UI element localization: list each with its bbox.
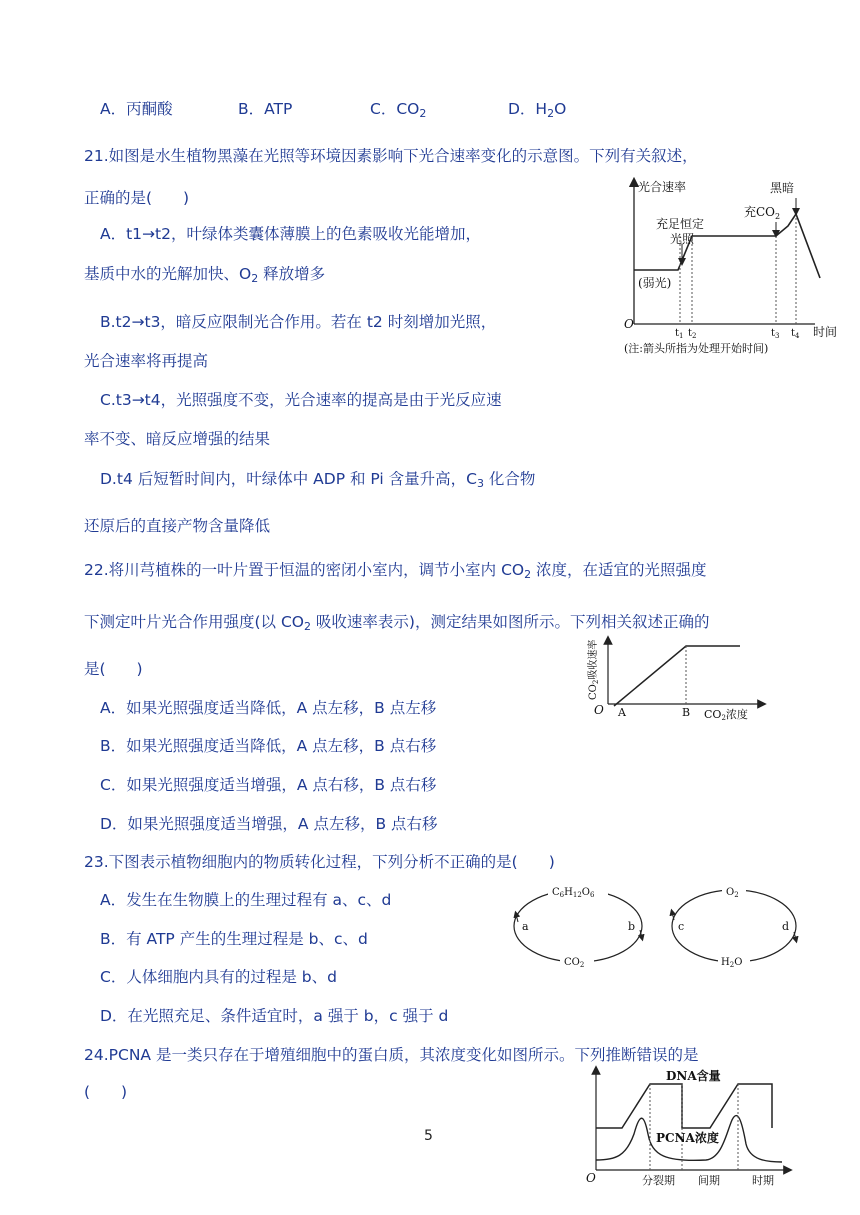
q23-option-b: B．有 ATP 产生的生理过程是 b、c、d xyxy=(100,930,368,948)
q22-x-label: CO2浓度 xyxy=(704,708,748,722)
q24-label-pcna: PCNA浓度 xyxy=(656,1131,719,1145)
page-number: 5 xyxy=(424,1128,433,1144)
q21-origin: O xyxy=(624,317,634,331)
q23-glucose: $C_6H_{12}O_6$ xyxy=(552,887,595,899)
q20-option-c: C．$CO_2$ xyxy=(370,100,427,120)
q23-cycle-right xyxy=(672,890,796,962)
q21-tick-t2: $t_2$ xyxy=(688,328,697,340)
q24-x-label-1: 分裂期 xyxy=(642,1174,675,1187)
q22-option-c: C．如果光照强度适当增强，A 点右移，B 点右移 xyxy=(100,776,437,794)
q21-x-label: 时间 xyxy=(813,325,838,339)
q21-option-d-line1: D.t4 后短暂时间内，叶绿体中 ADP 和 Pi 含量升高，$C_3$ 化合物 xyxy=(100,470,536,490)
q21-tick-t1: $t_1$ xyxy=(675,328,684,340)
q23-o2: $O_2$ xyxy=(726,887,739,899)
q22-point-a: A xyxy=(618,706,626,719)
q21-label-dark: 黑暗 xyxy=(770,181,795,195)
q22-option-a: A．如果光照强度适当降低，A 点左移，B 点左移 xyxy=(100,699,437,717)
q22-option-b: B．如果光照强度适当降低，A 点左移，B 点右移 xyxy=(100,737,437,755)
q22-origin: O xyxy=(594,703,604,717)
q23-stem: 23.下图表示植物细胞内的物质转化过程，下列分析不正确的是( ) xyxy=(84,853,555,871)
q21-stem-line1: 21.如图是水生植物黑藻在光照等环境因素影响下光合速率变化的示意图。下列有关叙述， xyxy=(84,147,698,165)
q21-tick-t4: $t_4$ xyxy=(791,328,800,340)
q22-option-d: D．如果光照强度适当增强，A 点左移，B 点右移 xyxy=(100,815,438,833)
q21-option-c-line2: 率不变、暗反应增强的结果 xyxy=(84,430,271,448)
q24-stem-line2: ( ) xyxy=(84,1083,128,1101)
q21-tick-t3: $t_3$ xyxy=(771,328,780,340)
q21-option-a-line1: A．t1→t2，叶绿体类囊体薄膜上的色素吸收光能增加， xyxy=(100,225,481,243)
q23-label-a: a xyxy=(522,920,529,933)
q22-stem-line2: 下测定叶片光合作用强度(以 $CO_2$ 吸收速率表示)，测定结果如图所示。下列相关叙述正确的 xyxy=(84,613,710,633)
q22-point-b: B xyxy=(682,706,691,719)
q24-dna-curve xyxy=(596,1084,772,1128)
q24-stem: 24.PCNA 是一类只存在于增殖细胞中的蛋白质，其浓度变化如图所示。下列推断错误的是 xyxy=(84,1046,699,1064)
q22-figure xyxy=(590,636,770,722)
q23-label-c: c xyxy=(678,920,685,933)
q23-option-d: D．在光照充足、条件适宜时，a 强于 b，c 强于 d xyxy=(100,1007,449,1025)
q23-figure xyxy=(508,876,808,976)
q22-stem-line3: 是( ) xyxy=(84,660,143,678)
q21-option-c-line1: C.t3→t4，光照强度不变，光合速率的提高是由于光反应速 xyxy=(100,391,502,409)
q23-option-a: A．发生在生物膜上的生理过程有 a、c、d xyxy=(100,891,392,909)
q21-label-light-1: 充足恒定 xyxy=(656,217,705,231)
q24-x-label-3: 时期 xyxy=(752,1174,774,1187)
q21-option-a-line2: 基质中水的光解加快、$O_2$ 释放增多 xyxy=(84,265,326,285)
q23-option-c: C．人体细胞内具有的过程是 b、d xyxy=(100,968,337,986)
q23-co2: $CO_2$ xyxy=(564,957,585,969)
q23-cycle-left xyxy=(514,890,642,962)
q21-label-light-2: 光照 xyxy=(670,232,695,246)
q24-origin: O xyxy=(586,1171,596,1185)
q21-stem-line2: 正确的是( ) xyxy=(84,189,190,207)
q23-label-d: d xyxy=(782,920,790,933)
q21-label-weak: (弱光) xyxy=(638,276,672,290)
q21-label-co2: 充$CO_2$ xyxy=(744,205,781,221)
q22-stem-line1: 22.将川芎植株的一叶片置于恒温的密闭小室内，调节小室内 $CO_2$ 浓度，在适宜的光照强度 xyxy=(84,561,707,581)
q21-option-b-line1: B.t2→t3，暗反应限制光合作用。若在 t2 时刻增加光照， xyxy=(100,313,497,331)
q24-figure xyxy=(586,1064,796,1194)
q24-label-dna: DNA含量 xyxy=(666,1069,721,1083)
q20-option-b: B．ATP xyxy=(238,100,293,118)
q20-option-a: A．丙酮酸 xyxy=(100,100,173,118)
q24-x-label-2: 间期 xyxy=(698,1174,720,1187)
q21-option-b-line2: 光合速率将再提高 xyxy=(84,352,209,370)
q22-curve xyxy=(614,646,740,706)
q23-label-b: b xyxy=(628,920,636,933)
q22-y-label: $CO_2$吸收速率 xyxy=(588,639,600,700)
q23-h2o: $H_2O$ xyxy=(721,957,743,969)
q20-option-d: D．$H_2O$ xyxy=(508,100,567,120)
q21-option-d-line2: 还原后的直接产物含量降低 xyxy=(84,517,271,535)
q21-note: (注:箭头所指为处理开始时间) xyxy=(624,342,769,355)
q21-figure xyxy=(620,176,850,356)
q21-y-label: 光合速率 xyxy=(638,180,687,194)
